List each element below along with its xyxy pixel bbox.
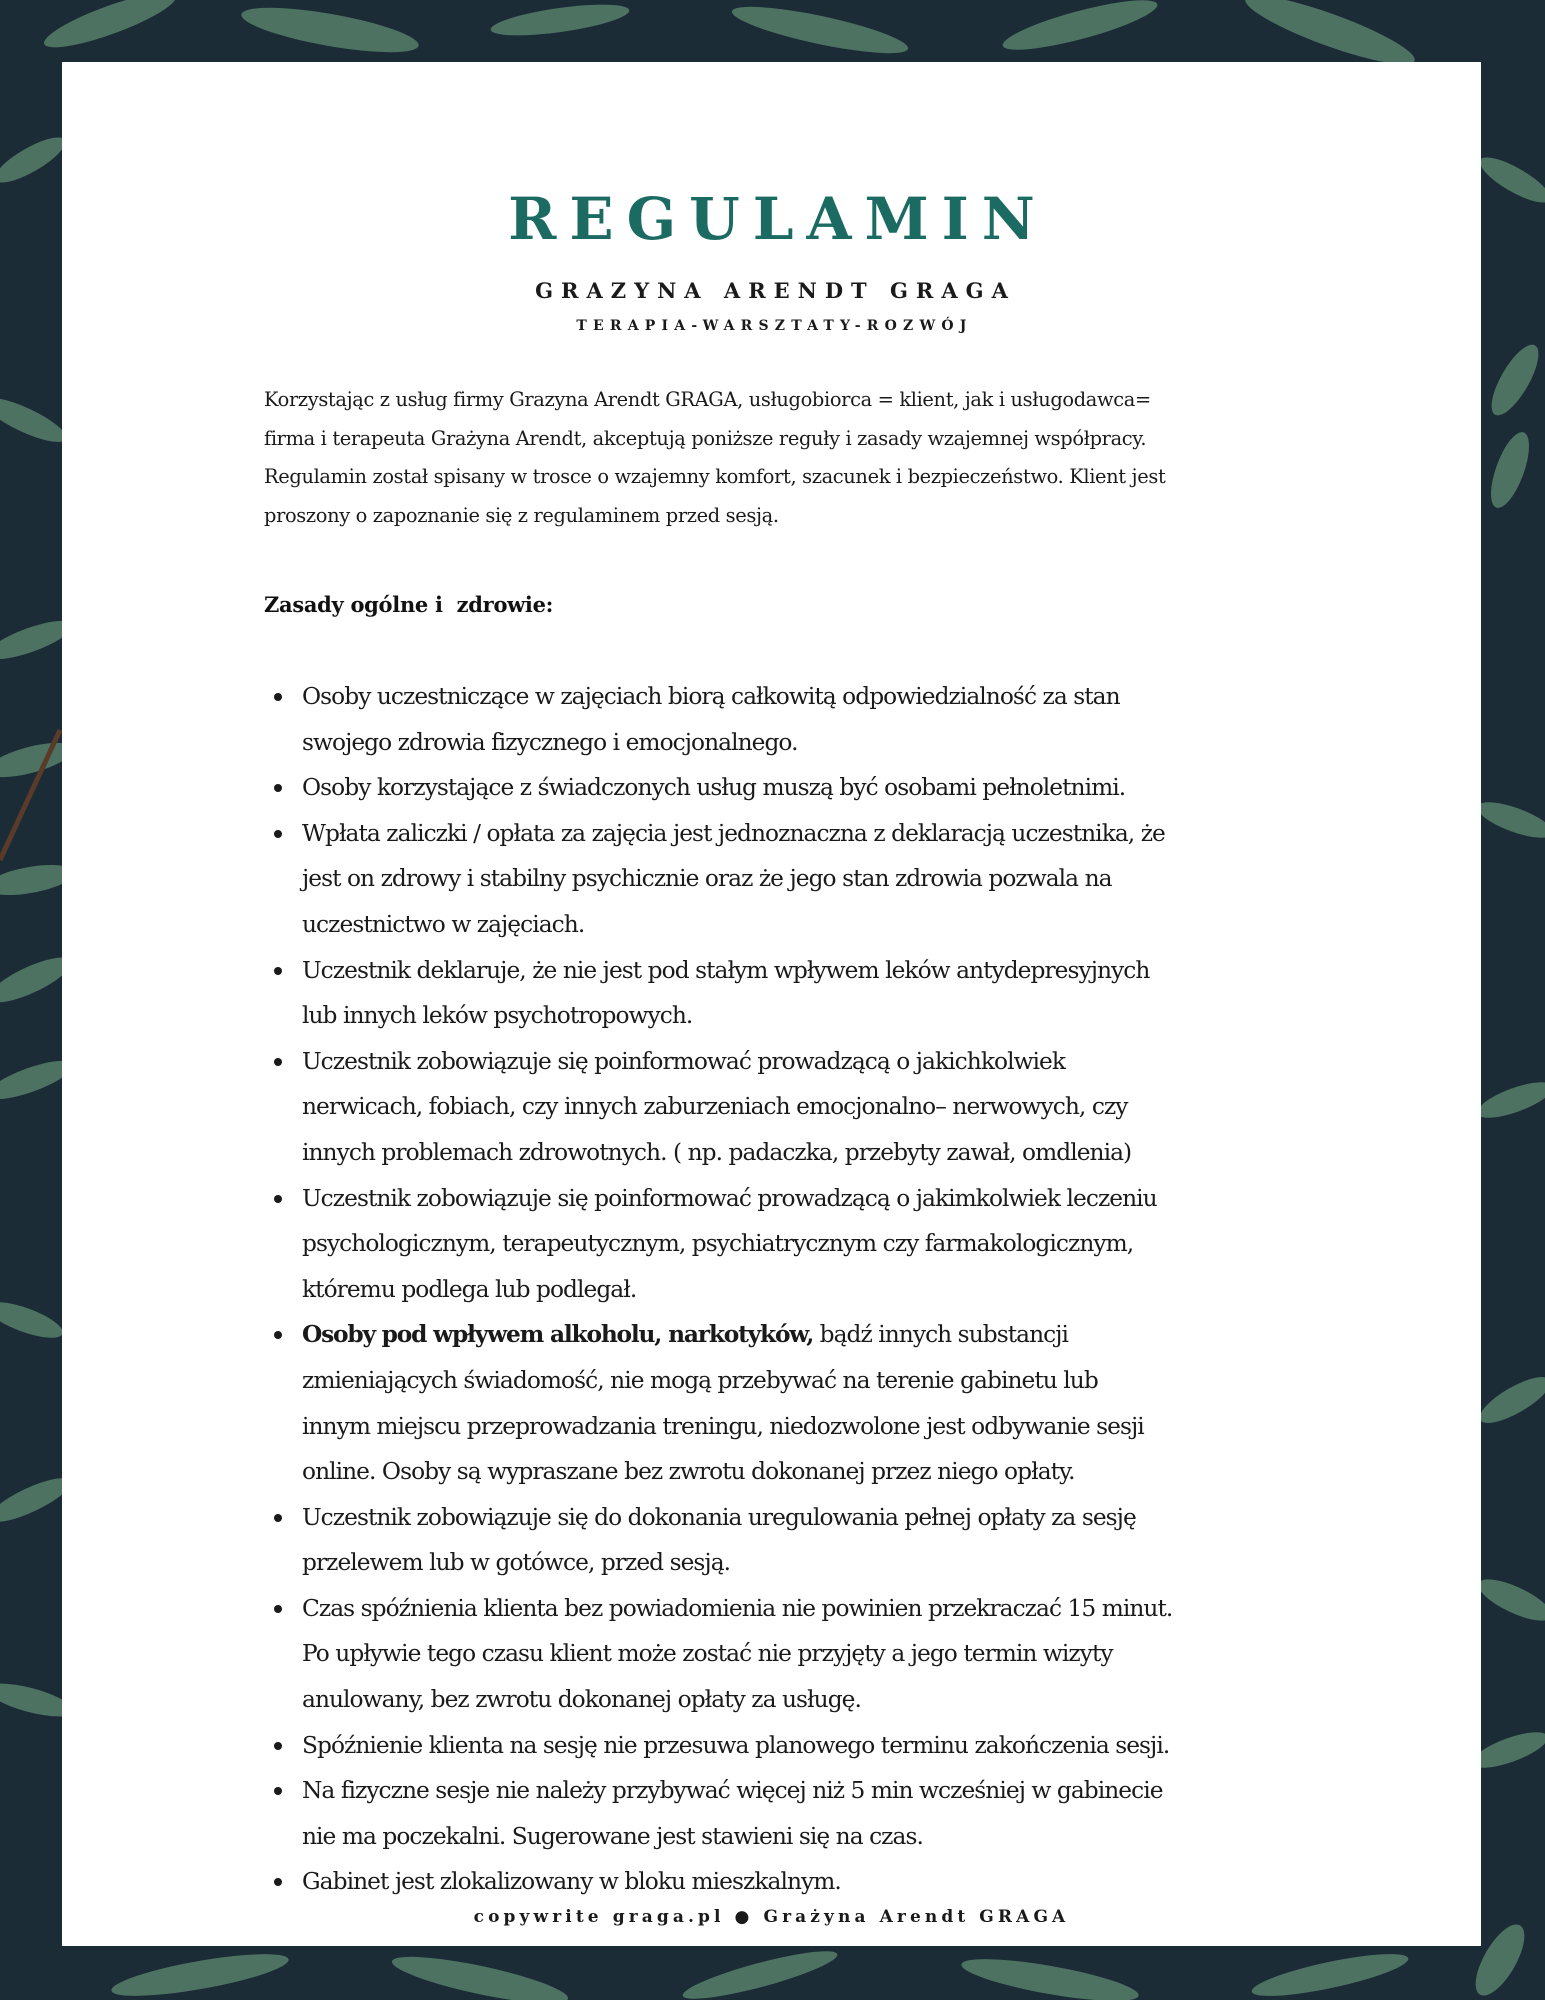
rule-item xyxy=(264,1859,1404,1905)
rule-item xyxy=(264,765,1404,811)
rule-text: Wpłata zaliczki / opłata za zajęcia jest jednoznaczna z deklaracją uczestnika, że jest on zdrowy i stabilny psychicznie oraz że jego stan zdrowia pozwala na uczestnictwo w zajęciach. xyxy=(302,819,1165,938)
rule-item xyxy=(264,948,1404,1039)
rule-text: Uczestnik deklaruje, że nie jest pod stałym wpływem leków antydepresyjnych lub innych leków psychotropowych. xyxy=(302,956,1150,1030)
rule-text: Osoby korzystające z świadczonych usług muszą być osobami pełnoletnimi. xyxy=(302,774,1126,802)
rule-item xyxy=(264,1723,1404,1769)
rule-text: Uczestnik zobowiązuje się poinformować prowadzącą o jakichkolwiek nerwicach, fobiach, czy innych zaburzeniach emocjonalno– nerwowych, czy innych problemach zdrowotnych. ( np. padaczka, przebyty zawał, omdlenia) xyxy=(302,1047,1132,1166)
rule-text: bądź innych substancji zmieniających świadomość, nie mogą przebywać na terenie gabinetu lub innym miejscu przeprowadzania treningu, niedozwolone jest odbywanie sesji online. Osoby są wypraszane bez zwrotu dokonanej przez niego opłaty. xyxy=(302,1321,1144,1486)
rule-item xyxy=(264,1176,1404,1313)
bullet-icon xyxy=(274,693,282,701)
rule-text: Osoby uczestniczące w zajęciach biorą całkowitą odpowiedzialność za stan swojego zdrowia fizycznego i emocjonalnego. xyxy=(302,683,1120,756)
rule-text: Spóźnienie klienta na sesję nie przesuwa planowego terminu zakończenia sesji. xyxy=(302,1731,1170,1759)
bullet-icon xyxy=(274,1331,282,1339)
bullet-icon xyxy=(274,1742,282,1750)
rule-item xyxy=(264,1039,1404,1176)
rule-item xyxy=(264,674,1404,765)
rule-text: Czas spóźnienia klienta bez powiadomienia nie powinien przekraczać 15 minut. Po upływie tego czasu klient może zostać nie przyjęty a jego termin wizyty anulowany, bez zwrotu dokonanej opłaty za usługę. xyxy=(302,1594,1173,1714)
rule-text: Na fizyczne sesje nie należy przybywać więcej niż 5 min wcześniej w gabinecie nie ma poczekalni. Sugerowane jest stawieni się na czas. xyxy=(302,1777,1163,1850)
bullet-icon xyxy=(274,1605,282,1613)
bullet-icon xyxy=(274,1514,282,1522)
rule-item xyxy=(264,1495,1404,1586)
document-page xyxy=(62,62,1481,1946)
bullet-icon xyxy=(274,1878,282,1886)
rule-item xyxy=(264,1312,1404,1494)
rules-list xyxy=(264,674,1404,1905)
rule-text: Uczestnik zobowiązuje się do dokonania uregulowania pełnej opłaty za sesję przelewem lub w gotówce, przed sesją. xyxy=(302,1503,1136,1577)
bullet-icon xyxy=(274,1195,282,1203)
section-heading: Zasady ogólne i zdrowie: xyxy=(264,592,554,617)
rule-item xyxy=(264,1768,1404,1859)
bullet-icon xyxy=(274,967,282,975)
rule-text: Uczestnik zobowiązuje się poinformować prowadzącą o jakimkolwiek leczeniu psychologicznym, terapeutycznym, psychiatrycznym czy farmakologicznym, któremu podlega lub podlegał. xyxy=(302,1184,1157,1303)
copyright-footer: copywrite graga.pl ● Grażyna Arendt GRAGA xyxy=(473,1907,1070,1927)
bullet-icon xyxy=(274,1787,282,1795)
intro-paragraph: Korzystając z usług firmy Grazyna Arendt GRAGA, usługobiorca = klient, jak i usługodawca= firma i terapeuta Grażyna Arendt, akceptują poniższe reguły i zasady wzajemnej współpracy. Regulamin został spisany w trosce o wzajemny komfort, szacunek i bezpieczeństwo. Klient jest proszony o zapoznanie się z regulaminem przed sesją. xyxy=(264,388,1166,527)
rule-bold-text: Osoby pod wpływem alkoholu, narkotyków, xyxy=(302,1321,814,1349)
company-tagline: TERAPIA-WARSZTATY-ROZWÓJ xyxy=(576,318,973,334)
company-name: GRAZYNA ARENDT GRAGA xyxy=(535,278,1016,303)
rule-item xyxy=(264,811,1404,948)
bullet-icon xyxy=(274,1058,282,1066)
document-title: REGULAMIN xyxy=(508,185,1048,253)
bullet-icon xyxy=(274,784,282,792)
rule-text: Gabinet jest zlokalizowany w bloku mieszkalnym. xyxy=(302,1868,841,1896)
bullet-icon xyxy=(274,830,282,838)
rule-item xyxy=(264,1586,1404,1723)
